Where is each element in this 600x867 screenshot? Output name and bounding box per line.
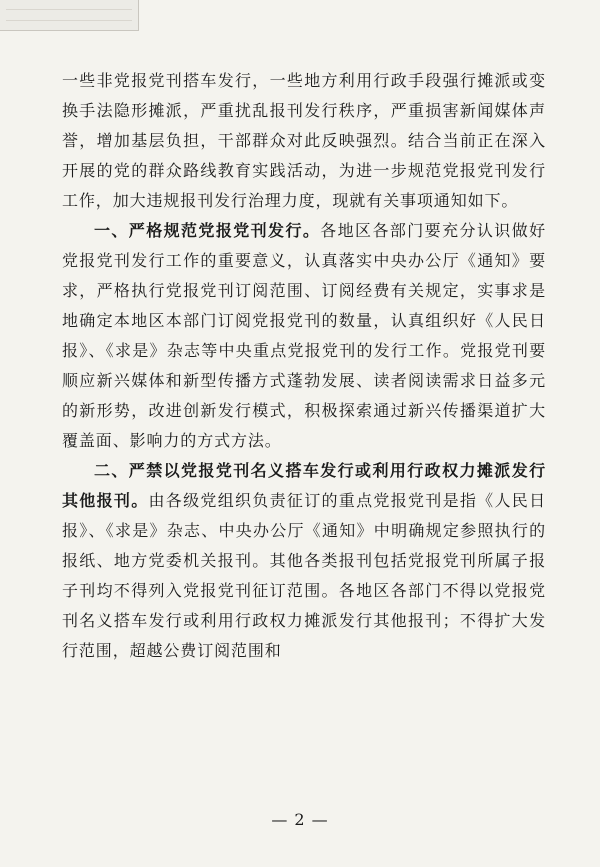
- stamp-divider: [6, 9, 132, 10]
- section-1-heading: 一、严格规范党报党刊发行。: [94, 221, 321, 240]
- section-2-body: 由各级党组织负责征订的重点党报党刊是指《人民日报》、《求是》杂志、中央办公厅《通知》中明确规定参照执行的报纸、地方党委机关报刊。其他各类报刊包括党报党刊所属子报子刊均不得列入党报党刊征订范围。各地区各部门不得以党报党刊名义搭车发行或利用行政权力摊派发行其他报刊；不得扩大发行范围，超越公费订阅范围和: [62, 491, 546, 660]
- intro-paragraph: 一些非党报党刊搭车发行，一些地方利用行政手段强行摊派或变换手法隐形摊派，严重扰乱报刊发行秩序，严重损害新闻媒体声誉，增加基层负担，干部群众对此反映强烈。结合当前正在深入开展的党的群众路线教育实践活动，为进一步规范党报党刊发行工作，加大违规报刊发行治理力度，现就有关事项通知如下。: [62, 71, 546, 210]
- header-stamp: [0, 0, 139, 31]
- section-2-heading: 二、严禁以党报党刊名义搭车发行或利用行政权力摊派发行其他报刊。: [62, 461, 546, 510]
- page-number: — 2 —: [271, 810, 329, 829]
- section-1-body: 各地区各部门要充分认识做好党报党刊发行工作的重要意义，认真落实中央办公厅《通知》要求，严格执行党报党刊订阅范围、订阅经费有关规定，实事求是地确定本地区本部门订阅党报党刊的数量，认真组织好《人民日报》、《求是》杂志等中央重点党报党刊的发行工作。党报党刊要顺应新兴媒体和新型传播方式蓬勃发展、读者阅读需求日益多元的新形势，改进创新发行模式，积极探索通过新兴传播渠道扩大覆盖面、影响力的方式方法。: [62, 221, 546, 450]
- document-body: [62, 66, 546, 666]
- section-2-paragraph: [62, 456, 546, 666]
- section-1-paragraph: [62, 216, 546, 456]
- stamp-divider: [6, 20, 132, 21]
